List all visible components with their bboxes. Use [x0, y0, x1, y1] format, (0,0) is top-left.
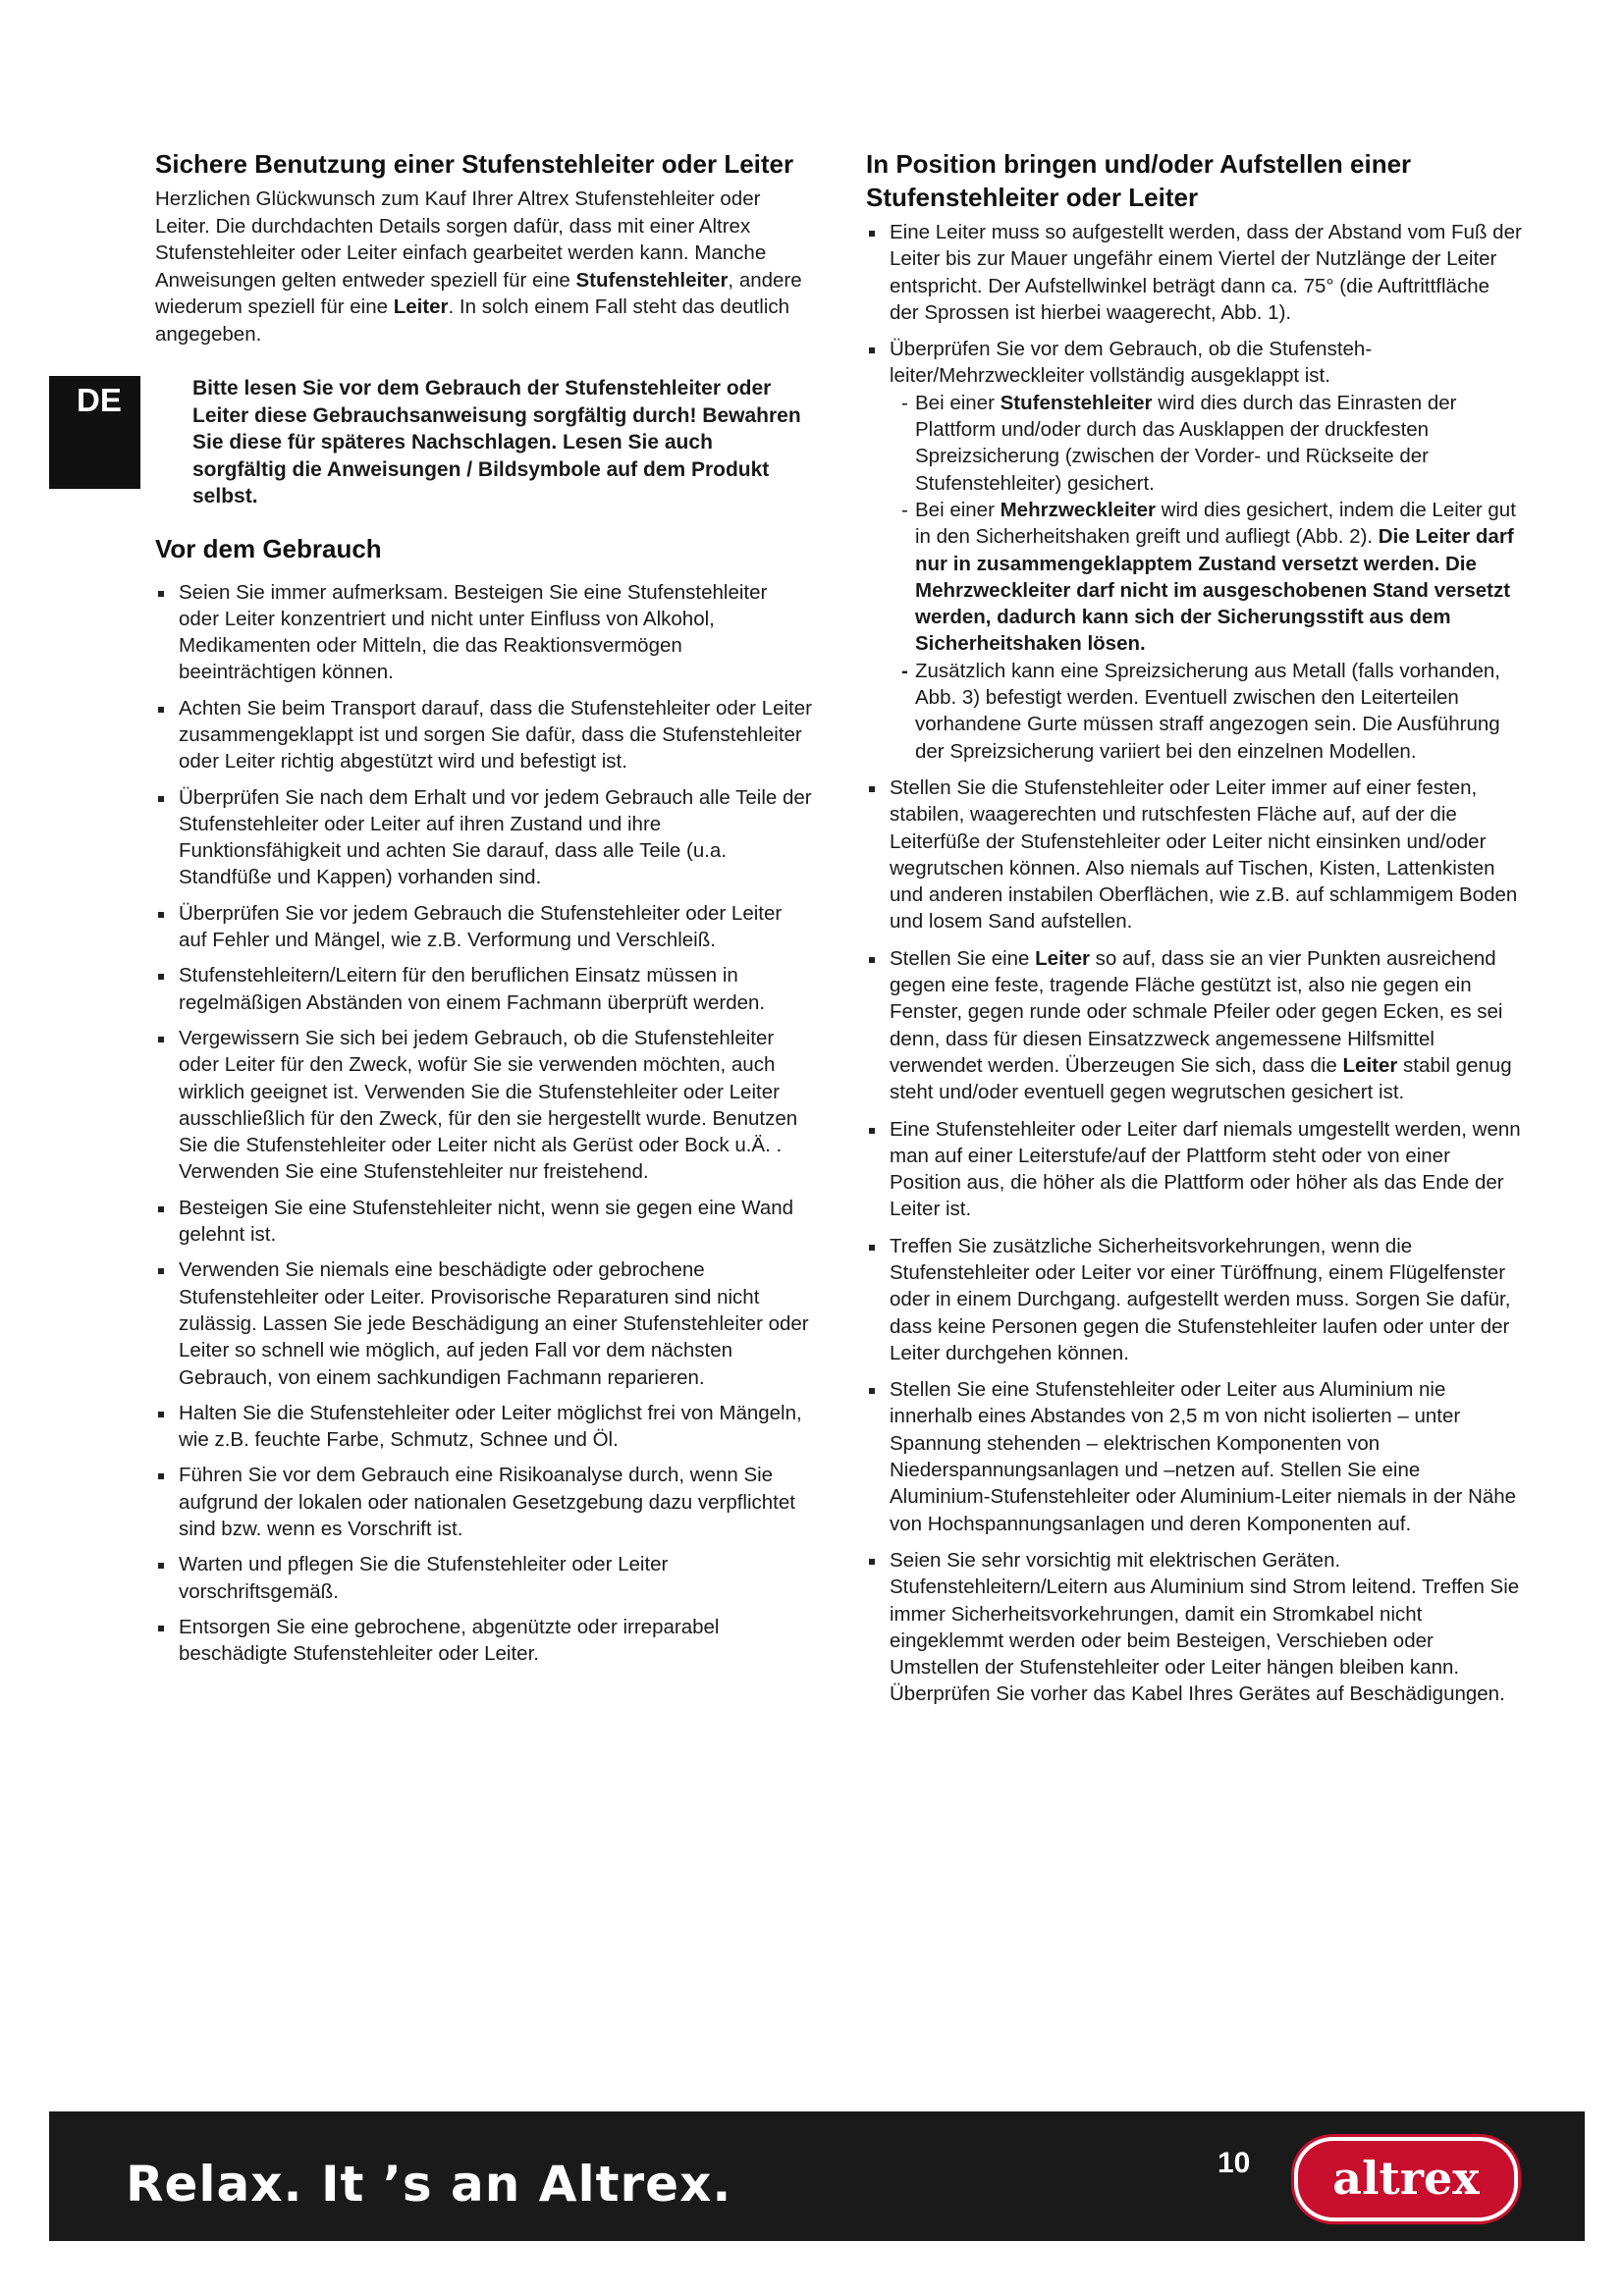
list-item: Warten und pflegen Sie die Stufenstehleiter oder Leiter vorschriftsgemäß. — [155, 1551, 813, 1605]
list-item: Entsorgen Sie eine gebrochene, abgenützte oder irreparabel beschädigte Stufenstehleiter oder Leiter. — [155, 1614, 813, 1668]
list-item: Stufenstehleitern/Leitern für den beruflichen Einsatz müssen in regelmäßigen Abständen von einem Fachmann überprüft werden. — [155, 962, 813, 1016]
list-item: Achten Sie beim Transport darauf, dass die Stufenstehleiter oder Leiter zusammengeklappt ist und sorgen Sie dafür, dass die Stufenstehleiter oder Leiter richtig abgestützt wird und befestigt ist. — [155, 695, 813, 775]
bullet-icon — [869, 1388, 875, 1394]
list-item: Stellen Sie die Stufenstehleiter oder Leiter immer auf einer festen, stabilen, waagerechten und rutschfesten Fläche auf, auf der die Leiterfüße der Stufenstehleiter oder Leiter nicht einsinken und/oder wegrutschen können. Also niemals auf Tischen, Kisten, Lattenkisten und anderen instabilen Oberflächen, wie z.B. auf schlammigem Boden und losem Sand aufstellen. — [866, 774, 1522, 935]
bullet-icon — [158, 707, 164, 713]
before-use-list — [155, 579, 813, 1668]
list-item: Überprüfen Sie nach dem Erhalt und vor jedem Gebrauch alle Teile der Stufenstehleiter oder Leiter auf ihren Zustand und ihre Funktionsfähigkeit und achten Sie darauf, dass alle Teile (u.a. Standfüße und Kappen) vorhanden sind. — [155, 784, 813, 891]
list-item: Überprüfen Sie vor jedem Gebrauch die Stufenstehleiter oder Leiter auf Fehler und Mängel, wie z.B. Verformung und Verschleiß. — [155, 900, 813, 954]
safe-use-heading: Sichere Benutzung einer Stufenstehleiter oder Leiter — [155, 149, 794, 179]
bullet-icon — [158, 974, 164, 980]
list-item: Eine Stufenstehleiter oder Leiter darf niemals umgestellt werden, wenn man auf einer Leiterstufe/auf der Plattform steht oder von einer Position aus, die höher als die Plattform oder höher als das Ende der Leiter ist. — [866, 1116, 1522, 1223]
bullet-icon — [158, 1268, 164, 1274]
bullet-icon — [869, 1245, 875, 1251]
bullet-icon — [158, 1473, 164, 1479]
list-item: Eine Leiter muss so aufgestellt werden, dass der Abstand vom Fuß der Leiter bis zur Mauer ungefähr einem Viertel der Nutzlänge der Leiter entspricht. Der Aufstellwinkel beträgt dann ca. 75° (die Auftrittfläche der Sprossen ist hierbei waagerecht, Abb. 1). — [866, 219, 1522, 326]
list-item: Treffen Sie zusätzliche Sicherheitsvorkehrungen, wenn die Stufenstehleiter oder Leiter vor einer Türöffnung, einem Flügelfenster oder in einem Durchgang. aufgestellt werden muss. Sorgen Sie dafür, dass keine Personen gegen die Stufenstehleiter laufen oder unter der Leiter durchgehen können. — [866, 1233, 1522, 1366]
bullet-icon — [158, 1206, 164, 1212]
page-number: 10 — [1218, 2147, 1251, 2179]
bullet-icon — [869, 1559, 875, 1565]
bullet-icon — [869, 231, 875, 237]
bullet-icon — [869, 957, 875, 963]
bullet-icon — [158, 1037, 164, 1042]
bullet-icon — [158, 1626, 164, 1631]
read-instructions-notice: Bitte lesen Sie vor dem Gebrauch der Stufenstehleiter oder Leiter diese Gebrauchsanweisung sorgfältig durch! Bewahren Sie diese für späteres Nachschlagen. Lesen Sie auch sorgfältig die Anweisungen / Bildsymbole auf dem Produkt selbst. — [192, 377, 801, 507]
bullet-icon — [158, 1412, 164, 1417]
before-use-heading: Vor dem Gebrauch — [155, 533, 382, 563]
list-item: Seien Sie sehr vorsichtig mit elektrischen Geräten. Stufenstehleitern/Leitern aus Aluminium sind Strom leitend. Treffen Sie immer Sicherheitsvorkehrungen, damit ein Stromkabel nicht eingeklemmt werden oder beim Besteigen, Verschieben oder Umstellen der Stufenstehleiter oder Leiter hängen bleiben kann. Überprüfen Sie vorher das Kabel Ihres Gerätes auf Beschädigungen. — [866, 1547, 1522, 1708]
list-item: Vergewissern Sie sich bei jedem Gebrauch, ob die Stufenstehleiter oder Leiter für den Zweck, wofür Sie sie verwenden möchten, auch wirklich geeignet ist. Verwenden Sie die Stufenstehleiter oder Leiter ausschließlich für den Zweck, für den sie hergestellt wurde. Benutzen Sie die Stufenstehleiter oder Leiter nicht als Gerüst oder Bock u.Ä. . Verwenden Sie eine Stufenstehleiter nur freistehend. — [155, 1025, 813, 1186]
footer-slogan: Relax. It ’s an Altrex. — [126, 2156, 732, 2213]
sub-item-multipurpose: - Bei einer Mehrzweckleiter wird dies gesichert, indem die Leiter gut in den Sicherheitshaken greift und aufliegt (Abb. 2). Die Leiter darf nur in zusammengeklapptem Zustand versetzt werden. Die Mehrzweckleiter darf nicht im ausgeschobenen Stand versetzt werden, dadurch kann sich der Sicherungsstift aus dem Sicherheitshaken lösen. — [901, 498, 1516, 656]
list-item: Seien Sie immer aufmerksam. Besteigen Sie eine Stufenstehleiter oder Leiter konzentriert und nicht unter Einfluss von Alkohol, Medikamenten oder Mitteln, die das Reaktionsvermögen beeinträchtigen können. — [155, 579, 813, 686]
list-item: Verwenden Sie niemals eine beschädigte oder gebrochene Stufenstehleiter oder Leiter. Provisorische Reparaturen sind nicht zulässig. Lassen Sie jede Beschädigung an einer Stufenstehleiter oder Leiter so schnell wie möglich, auf jeden Fall vor dem nächsten Gebrauch, von einem sachkundigen Fachmann reparieren. — [155, 1256, 813, 1390]
altrex-logo: altrex — [1294, 2137, 1518, 2221]
intro-paragraph: Herzlichen Glückwunsch zum Kauf Ihrer Altrex Stufenstehleiter oder Leiter. Die durchdachten Details sorgen dafür, dass mit einer Altrex Stufenstehleiter oder Leiter einfach gearbeitet werden kann. Manche Anweisungen gelten entweder speziell für eine Stufenstehleiter, andere wiederum speziell für eine Leiter. In solch einem Fall steht das deutlich angegeben. — [155, 187, 802, 346]
sub-item-stepladder: - Bei einer Stufenstehleiter wird dies durch das Einrasten der Plattform und/oder durch das Ausklappen der druckfesten Spreizsicherung (zwischen der Vorder- und Rückseite der Stufenstehleiter) gesichert. — [901, 391, 1457, 495]
bullet-icon — [158, 796, 164, 802]
language-tab: DE — [49, 376, 140, 489]
positioning-list — [866, 219, 1522, 1708]
list-item: Halten Sie die Stufenstehleiter oder Leiter möglichst frei von Mängeln, wie z.B. feuchte Farbe, Schmutz, Schnee und Öl. — [155, 1400, 813, 1454]
left-column — [155, 147, 813, 1676]
list-item: Führen Sie vor dem Gebrauch eine Risikoanalyse durch, wenn Sie aufgrund der lokalen oder nationalen Gesetzgebung dazu verpflichtet sind bzw. wenn es Vorschrift ist. — [155, 1462, 813, 1542]
bullet-icon — [869, 786, 875, 792]
right-column — [866, 147, 1522, 1718]
list-item: Stellen Sie eine Leiter so auf, dass sie an vier Punkten ausreichend gegen eine feste, tragende Fläche gestützt ist, also nie gegen ein Fenster, gegen runde oder schmale Pfeiler oder gegen Ecken, es sei denn, dass für diesen Einsatzzweck angemessene Hilfsmittel verwendet werden. Überzeugen Sie sich, dass die Leiter stabil genug steht und/oder eventuell gegen wegrutschen gesichert ist. — [866, 945, 1522, 1106]
bullet-icon — [158, 912, 164, 918]
list-item: Überprüfen Sie vor dem Gebrauch, ob die Stufensteh-leiter/Mehrzweckleiter vollständig ausgeklappt ist. - Bei einer Stufenstehleiter wird dies durch das Einrasten der Plattform und/oder durch das Ausklappen der druckfesten Spreizsicherung (zwischen der Vorder- und Rückseite der Stufenstehleiter) gesichert. - Bei einer Mehrzweckleiter wird dies gesichert, indem die Leiter gut in den Sicherheitshaken greift und aufliegt (Abb. 2). Die Leiter darf nur in zusammengeklapptem Zustand versetzt werden. Die Mehrzweckleiter darf nicht im ausgeschobenen Stand versetzt werden, dadurch kann sich der Sicherungsstift aus dem Sicherheitshaken lösen. - Zusätzlich kann eine Spreizsicherung aus Metall (falls vorhanden, Abb. 3) befestigt werden. Eventuell zwischen den Leiterteilen vorhandene Gurte müssen straff angezogen sein. Die Ausführung der Spreizsicherung variiert bei den einzelnen Modellen. — [866, 336, 1522, 765]
bullet-icon — [869, 347, 875, 353]
bullet-icon — [158, 591, 164, 597]
list-item: Besteigen Sie eine Stufenstehleiter nicht, wenn sie gegen eine Wand gelehnt ist. — [155, 1195, 813, 1249]
bullet-icon — [869, 1128, 875, 1134]
positioning-heading: In Position bringen und/oder Aufstellen einer Stufenstehleiter oder Leiter — [866, 149, 1412, 212]
list-item: Stellen Sie eine Stufenstehleiter oder Leiter aus Aluminium nie innerhalb eines Abstandes von 2,5 m von nicht isolierten – unter Spannung stehenden – elektrischen Komponenten von Niederspannungsanlagen und –netzen auf. Stellen Sie eine Aluminium-Stufenstehleiter oder Aluminium-Leiter niemals in der Nähe von Hochspannungsanlagen und deren Komponenten auf. — [866, 1376, 1522, 1537]
bullet-icon — [158, 1563, 164, 1569]
sub-item-spreader: - Zusätzlich kann eine Spreizsicherung aus Metall (falls vorhanden, Abb. 3) befestigt werden. Eventuell zwischen den Leiterteilen vorhandene Gurte müssen straff angezogen sein. Die Ausführung der Spreizsicherung variiert bei den einzelnen Modellen. — [901, 659, 1500, 763]
